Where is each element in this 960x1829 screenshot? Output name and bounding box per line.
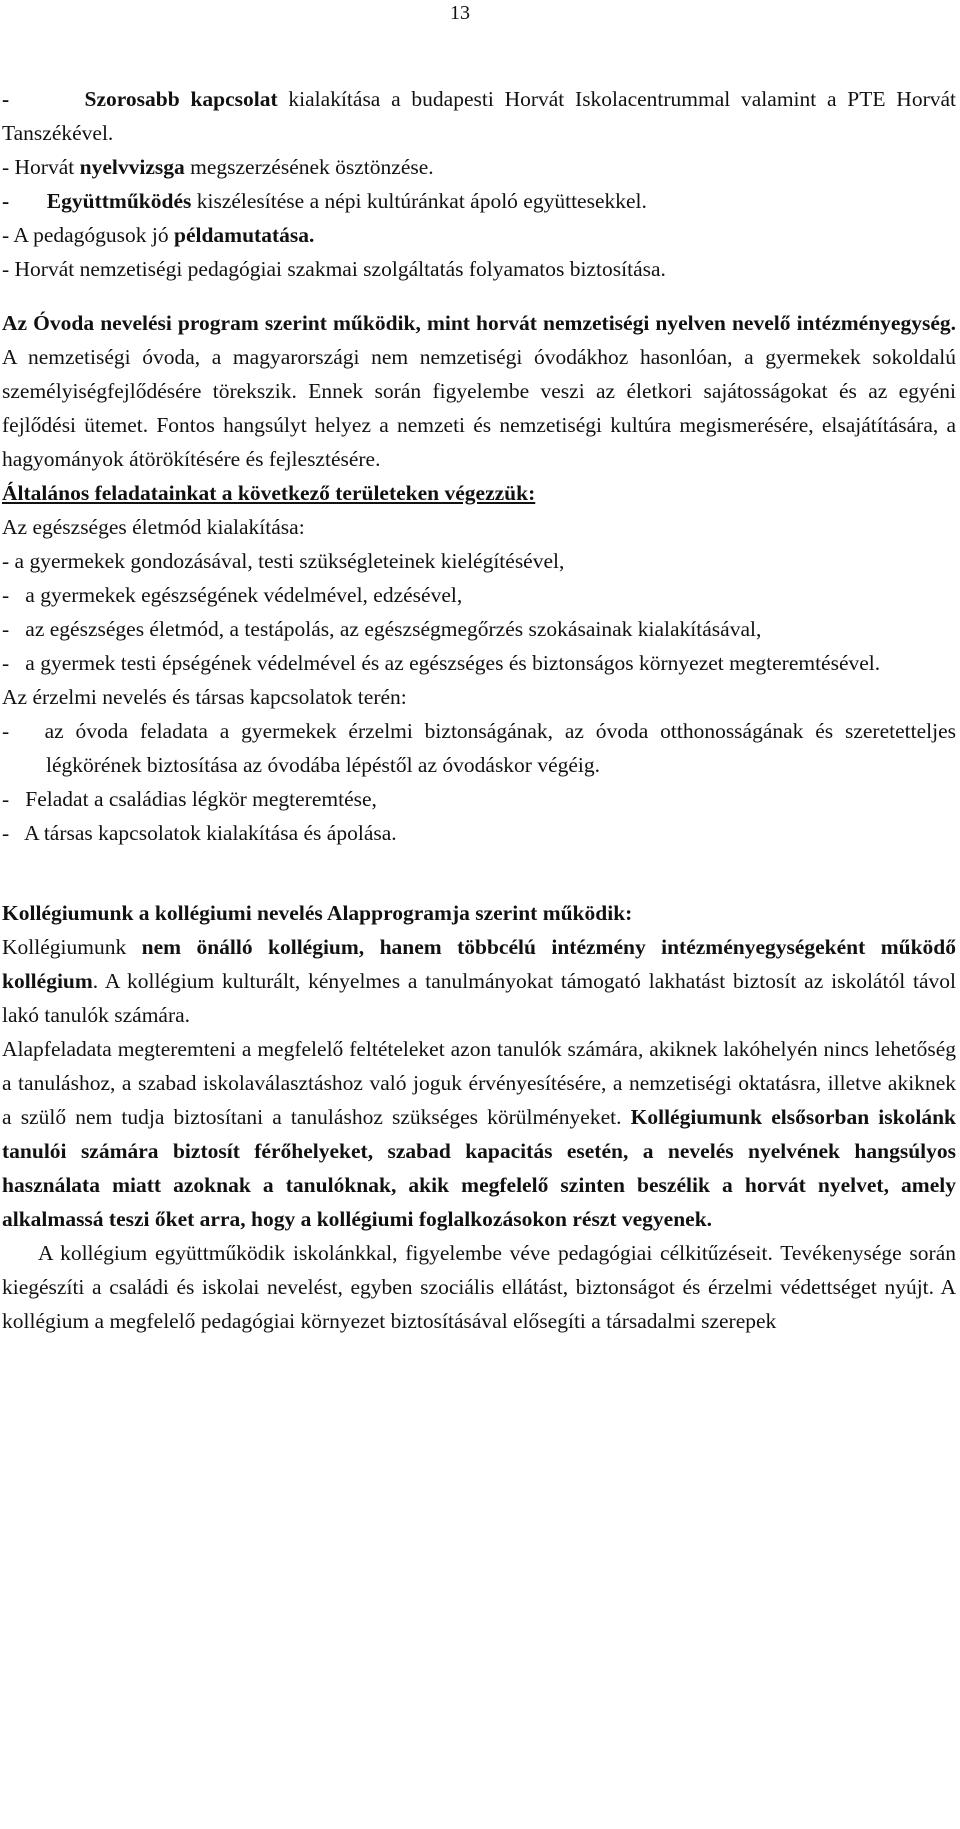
- health-heading: Az egészséges életmód kialakítása:: [2, 515, 305, 539]
- kollegium-paragraph-1: Kollégiumunk nem önálló kollégium, hanem többcélú intézmény intézményegységeként működő kollégium. A kollégium kulturált, kényelmes a tanulmányokat támogató lakhatást biztosít az iskolától távol lakó tanulók számára.: [2, 935, 956, 1027]
- emotional-heading: Az érzelmi nevelés és társas kapcsolatok terén:: [2, 685, 407, 709]
- list-item: - a gyermekek egészségének védelmével, edzésével,: [2, 583, 463, 607]
- goal-item: - Horvát nemzetiségi pedagógiai szakmai szolgáltatás folyamatos biztosítása.: [2, 257, 666, 281]
- list-item: - Feladat a családias légkör megteremtése,: [2, 787, 377, 811]
- goals-list: [2, 82, 956, 286]
- list-item: - az egészséges életmód, a testápolás, az egészségmegőrzés szokásainak kialakításával,: [2, 617, 762, 641]
- tasks-heading: Általános feladatainkat a következő területeken végezzük:: [2, 481, 536, 505]
- list-item: - a gyermek testi épségének védelmével és az egészséges és biztonságos környezet megteremtésével.: [2, 651, 881, 675]
- list-item: - az óvoda feladata a gyermekek érzelmi biztonságának, az óvoda otthonosságának és szeretetteljes légkörének biztosítása az óvodába lépéstől az óvodáskor végéig.: [2, 719, 956, 777]
- goal-item: - Együttműködés kiszélesítése a népi kultúránkat ápoló együttesekkel.: [2, 189, 647, 213]
- ovoda-intro: Az Óvoda nevelési program szerint működik, mint horvát nemzetiségi nyelven nevelő intézményegység.: [2, 311, 956, 335]
- kollegium-paragraph-3: A kollégium együttműködik iskolánkkal, figyelembe véve pedagógiai célkitűzéseit. Tevékenysége során kiegészíti a családi és iskolai nevelést, egyben szociális ellátást, biztonságot és érzelmi védettséget nyújt. A kollégium a megfelelő pedagógiai környezet biztosításával elősegíti a társadalmi szerepek: [2, 1241, 956, 1333]
- ovoda-paragraph: Az Óvoda nevelési program szerint működik, mint horvát nemzetiségi nyelven nevelő intézményegység. A nemzetiségi óvoda, a magyarországi nem nemzetiségi óvodákhoz hasonlóan, a gyermekek sokoldalú személyiségfejlődésére törekszik. Ennek során figyelembe veszi az életkori sajátosságokat és az egyéni fejlődési ütemet. Fontos hangsúlyt helyez a nemzeti és nemzetiségi kultúra megismerésére, elsajátítására, a hagyományok átörökítésére és fejlesztésére.: [2, 311, 956, 471]
- page-number: 13: [450, 2, 470, 24]
- kollegium-heading: Kollégiumunk a kollégiumi nevelés Alapprogramja szerint működik:: [2, 901, 633, 925]
- list-item: - a gyermekek gondozásával, testi szükségleteinek kielégítésével,: [2, 549, 565, 573]
- document-body: [2, 82, 956, 1338]
- goal-item: - Szorosabb kapcsolat kialakítása a budapesti Horvát Iskolacentrummal valamint a PTE Horvát Tanszékével.: [2, 87, 956, 145]
- kollegium-paragraph-2: Alapfeladata megteremteni a megfelelő feltételeket azon tanulók számára, akiknek lakóhelyén nincs lehetőség a tanuláshoz, a szabad iskolaválasztáshoz való joguk érvényesítésére, a nemzetiségi oktatásra, illetve akiknek a szülő nem tudja biztosítani a tanuláshoz szükséges körülményeket. Kollégiumunk elsősorban iskolánk tanulói számára biztosít férőhelyeket, szabad kapacitás esetén, a nevelés nyelvének hangsúlyos használata miatt azoknak a tanulóknak, akik megfelelő szinten beszélik a horvát nyelvet, amely alkalmassá teszi őket arra, hogy a kollégiumi foglalkozásokon részt vegyenek.: [2, 1037, 956, 1231]
- list-item: - A társas kapcsolatok kialakítása és ápolása.: [2, 821, 397, 845]
- goal-item: - Horvát nyelvvizsga megszerzésének ösztönzése.: [2, 155, 434, 179]
- goal-item: - A pedagógusok jó példamutatása.: [2, 223, 315, 247]
